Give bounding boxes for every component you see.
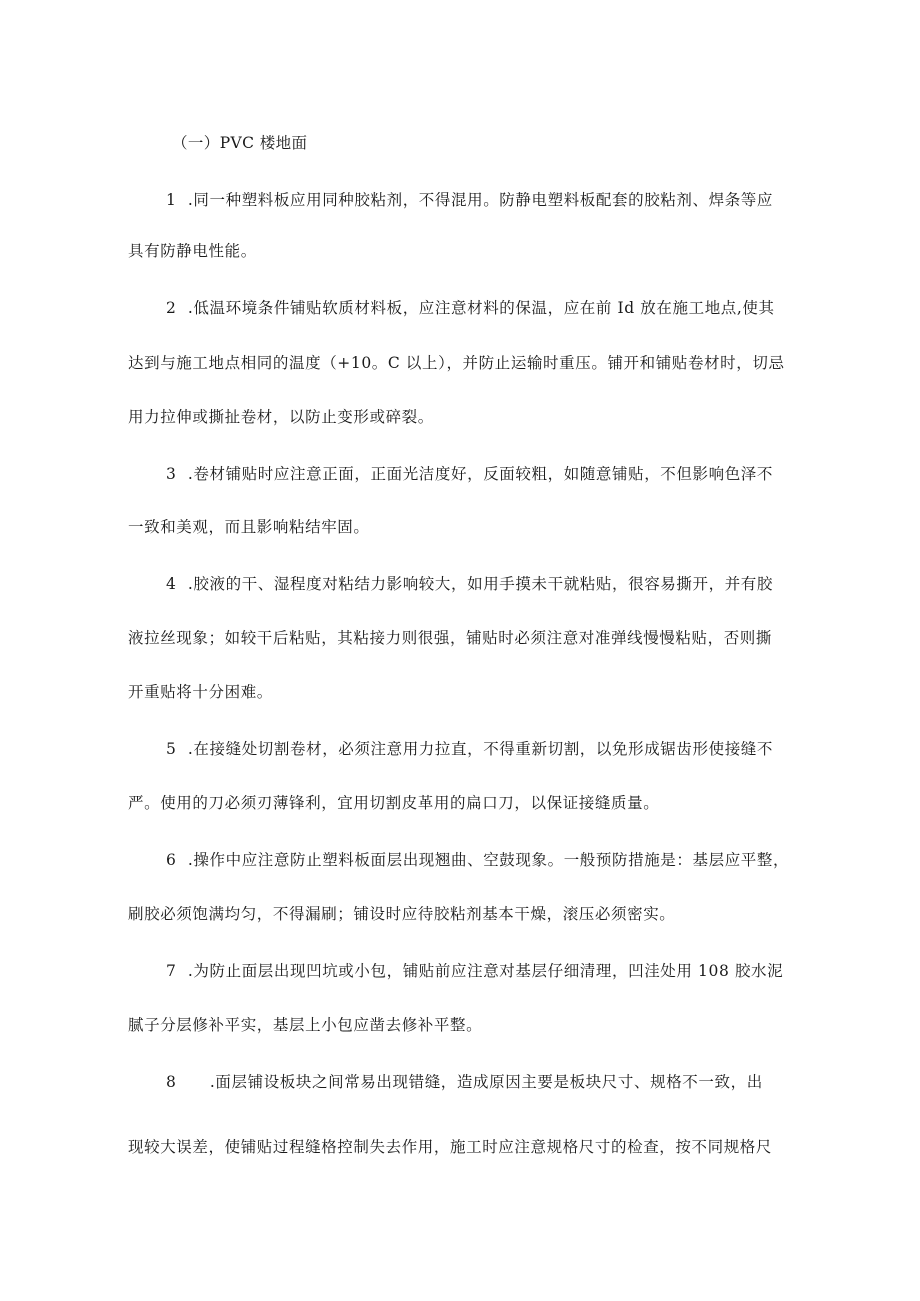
item-7-line-1	[166, 960, 783, 982]
item-3-text-1: .卷材铺贴时应注意正面，正面光洁度好，反面较粗，如随意铺贴，不但影响色泽不	[187, 465, 774, 483]
item-4-text-3: 开重贴将十分困难。	[128, 683, 273, 701]
item-3-text-2: 一致和美观，而且影响粘结牢固。	[128, 518, 370, 536]
item-5-line-1	[166, 738, 773, 760]
item-4-number: 4	[166, 575, 176, 593]
item-6-text-1: .操作中应注意防止塑料板面层出现翘曲、空鼓现象。一般预防措施是：基层应平整，	[187, 851, 790, 869]
item-8-text-1: .面层铺设板块之间常易出现错缝，造成原因主要是板块尺寸、规格不一致，出	[209, 1073, 763, 1091]
item-8-line-1	[166, 1071, 763, 1093]
item-1-text-1: .同一种塑料板应用同种胶粘剂，不得混用。防静电塑料板配套的胶粘剂、焊条等应	[187, 191, 774, 209]
item-8-number: 8	[166, 1073, 176, 1091]
item-4-text-1: .胶液的干、湿程度对粘结力影响较大，如用手摸未干就粘贴，很容易撕开，并有胶	[187, 575, 774, 593]
item-2-text-2: 达到与施工地点相同的温度（+10。C 以上），并防止运输时重压。铺开和铺贴卷材时，切忌	[128, 354, 785, 372]
item-2-line-1	[166, 297, 775, 319]
item-5-text-1: .在接缝处切割卷材，必须注意用力拉直，不得重新切割，以免形成锯齿形使接缝不	[187, 740, 774, 758]
item-3-line-1	[166, 463, 773, 485]
item-3-number: 3	[166, 465, 176, 483]
item-6-text-2: 刷胶必须饱满均匀，不得漏刷；铺设时应待胶粘剂基本干燥，滚压必须密实。	[128, 905, 676, 923]
item-5-text-2: 严。使用的刀必须刃薄锋利，宜用切割皮革用的扁口刀，以保证接缝质量。	[128, 794, 660, 812]
section-heading: （一）PVC 楼地面	[172, 134, 308, 152]
item-2-text-3: 用力拉伸或撕扯卷材，以防止变形或碎裂。	[128, 408, 434, 426]
item-5-number: 5	[166, 740, 176, 758]
item-4-line-1	[166, 573, 773, 595]
item-6-line-1	[166, 849, 789, 871]
item-7-text-2: 腻子分层修补平实，基层上小包应凿去修补平整。	[128, 1016, 483, 1034]
item-2-number: 2	[166, 299, 176, 317]
item-7-number: 7	[166, 962, 176, 980]
item-4-text-2: 液拉丝现象；如较干后粘贴，其粘接力则很强，铺贴时必须注意对准弹线慢慢粘贴，否则撕	[128, 629, 773, 647]
item-1-number: 1	[166, 191, 176, 209]
item-6-number: 6	[166, 851, 176, 869]
item-8-text-2: 现较大误差，使铺贴过程缝格控制失去作用，施工时应注意规格尺寸的检查，按不同规格尺	[128, 1138, 773, 1156]
item-7-text-1: .为防止面层出现凹坑或小包，铺贴前应注意对基层仔细清理，凹洼处用 108 胶水泥	[187, 962, 784, 980]
item-1-text-2: 具有防静电性能。	[128, 242, 257, 260]
item-2-text-1: .低温环境条件铺贴软质材料板，应注意材料的保温，应在前 Id 放在施工地点,使其	[187, 299, 775, 317]
item-1-line-1	[166, 189, 773, 211]
